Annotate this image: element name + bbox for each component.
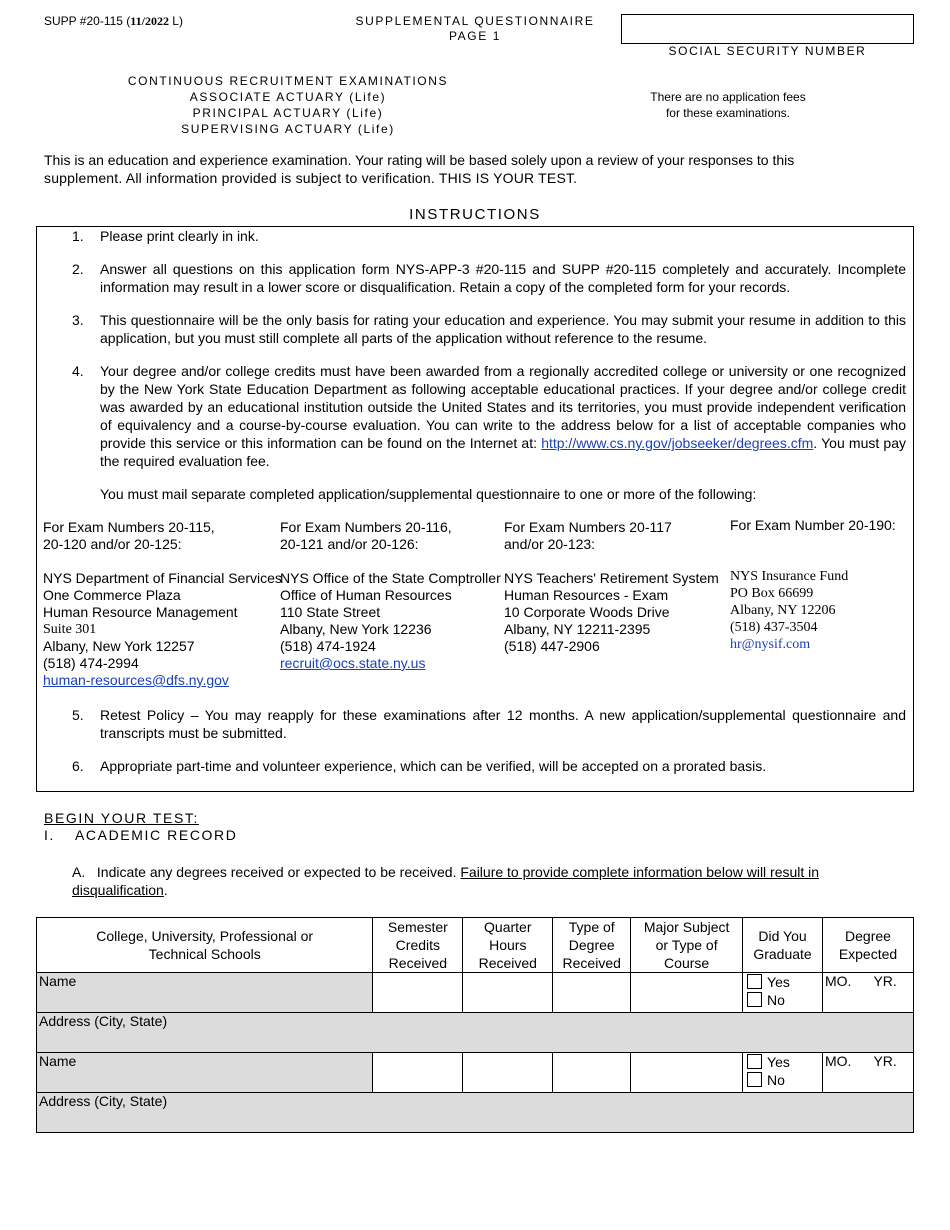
instructions-heading: INSTRUCTIONS bbox=[409, 206, 541, 223]
item-a: A. Indicate any degrees received or expected to be received. Failure to provide complete information below will result in disqualification. bbox=[72, 864, 820, 898]
school-address-input[interactable]: Address (City, State) bbox=[37, 1093, 914, 1133]
email-link[interactable]: human-resources@dfs.ny.gov bbox=[43, 672, 229, 688]
academic-record-table bbox=[36, 917, 914, 1133]
school-address-input[interactable]: Address (City, State) bbox=[37, 1013, 914, 1053]
table-row bbox=[37, 1053, 914, 1093]
address-dfs: For Exam Numbers 20-115, 20-120 and/or 20-125: NYS Department of Financial Services One Commerce Plaza Human Resource Management Suite 301 Albany, New York 12257 (518) 474-2994 human-resources@dfs.ny.gov bbox=[43, 519, 282, 688]
degree-type-input[interactable] bbox=[553, 1053, 631, 1093]
section-heading: I. ACADEMIC RECORD bbox=[44, 827, 238, 843]
degrees-link[interactable]: http://www.cs.ny.gov/jobseeker/degrees.cfm bbox=[541, 435, 814, 451]
no-checkbox[interactable] bbox=[747, 992, 762, 1007]
form-id: SUPP #20-115 (11/2022 L) bbox=[44, 14, 183, 28]
address-osc: For Exam Numbers 20-116, 20-121 and/or 20-126: NYS Office of the State Comptroller Office of Human Resources 110 State Street Albany, New York 12236 (518) 474-1924 recruit@ocs.state.ny.us bbox=[280, 519, 501, 671]
header-quarter: Quarter Hours Received bbox=[463, 918, 553, 973]
header-major: Major Subject or Type of Course bbox=[631, 918, 743, 973]
quarter-hours-input[interactable] bbox=[463, 1053, 553, 1093]
fees-note: There are no application fees for these examinations. bbox=[650, 90, 806, 120]
ssn-input[interactable] bbox=[621, 14, 914, 44]
graduate-choice: Yes No bbox=[743, 973, 823, 1013]
exam-titles: CONTINUOUS RECRUITMENT EXAMINATIONS ASSOCIATE ACTUARY (Life) PRINCIPAL ACTUARY (Life) SUPERVISING ACTUARY (Life) bbox=[127, 74, 449, 136]
intro-text: This is an education and experience examination. Your rating will be based solely upon a review of your responses to this supplement. All information provided is subject to verification. THIS IS YOUR TEST. bbox=[44, 152, 795, 186]
address-nysif: For Exam Number 20-190: NYS Insurance Fund PO Box 66699 Albany, NY 12206 (518) 437-3504 hr@nysif.com bbox=[730, 517, 896, 652]
email-link[interactable]: hr@nysif.com bbox=[730, 637, 811, 652]
degree-expected-input[interactable]: MO. YR. bbox=[823, 1053, 914, 1093]
yes-checkbox[interactable] bbox=[747, 1054, 762, 1069]
graduate-choice: Yes No bbox=[743, 1053, 823, 1093]
yes-checkbox[interactable] bbox=[747, 974, 762, 989]
semester-credits-input[interactable] bbox=[373, 973, 463, 1013]
table-row bbox=[37, 1093, 914, 1133]
degree-type-input[interactable] bbox=[553, 973, 631, 1013]
school-name-input[interactable]: Name bbox=[37, 973, 373, 1013]
school-name-input[interactable]: Name bbox=[37, 1053, 373, 1093]
table-row bbox=[37, 1013, 914, 1053]
header-school: College, University, Professional or Technical Schools bbox=[37, 918, 373, 973]
no-checkbox[interactable] bbox=[747, 1072, 762, 1087]
ssn-label: SOCIAL SECURITY NUMBER bbox=[668, 44, 867, 58]
major-subject-input[interactable] bbox=[631, 973, 743, 1013]
address-trs: For Exam Numbers 20-117 and/or 20-123: NYS Teachers' Retirement System Human Resources - Exam 10 Corporate Woods Drive Albany, NY 12211-2395 (518) 447-2906 bbox=[504, 519, 719, 654]
header-expected: Degree Expected bbox=[823, 918, 914, 973]
header-graduate: Did You Graduate bbox=[743, 918, 823, 973]
begin-test-label: BEGIN YOUR TEST: bbox=[44, 810, 200, 826]
major-subject-input[interactable] bbox=[631, 1053, 743, 1093]
header-semester: Semester Credits Received bbox=[373, 918, 463, 973]
header-type: Type of Degree Received bbox=[553, 918, 631, 973]
quarter-hours-input[interactable] bbox=[463, 973, 553, 1013]
semester-credits-input[interactable] bbox=[373, 1053, 463, 1093]
table-row bbox=[37, 973, 914, 1013]
degree-expected-input[interactable]: MO. YR. bbox=[823, 973, 914, 1013]
questionnaire-title: SUPPLEMENTAL QUESTIONNAIRE PAGE 1 bbox=[355, 14, 595, 43]
email-link[interactable]: recruit@ocs.state.ny.us bbox=[280, 655, 426, 671]
